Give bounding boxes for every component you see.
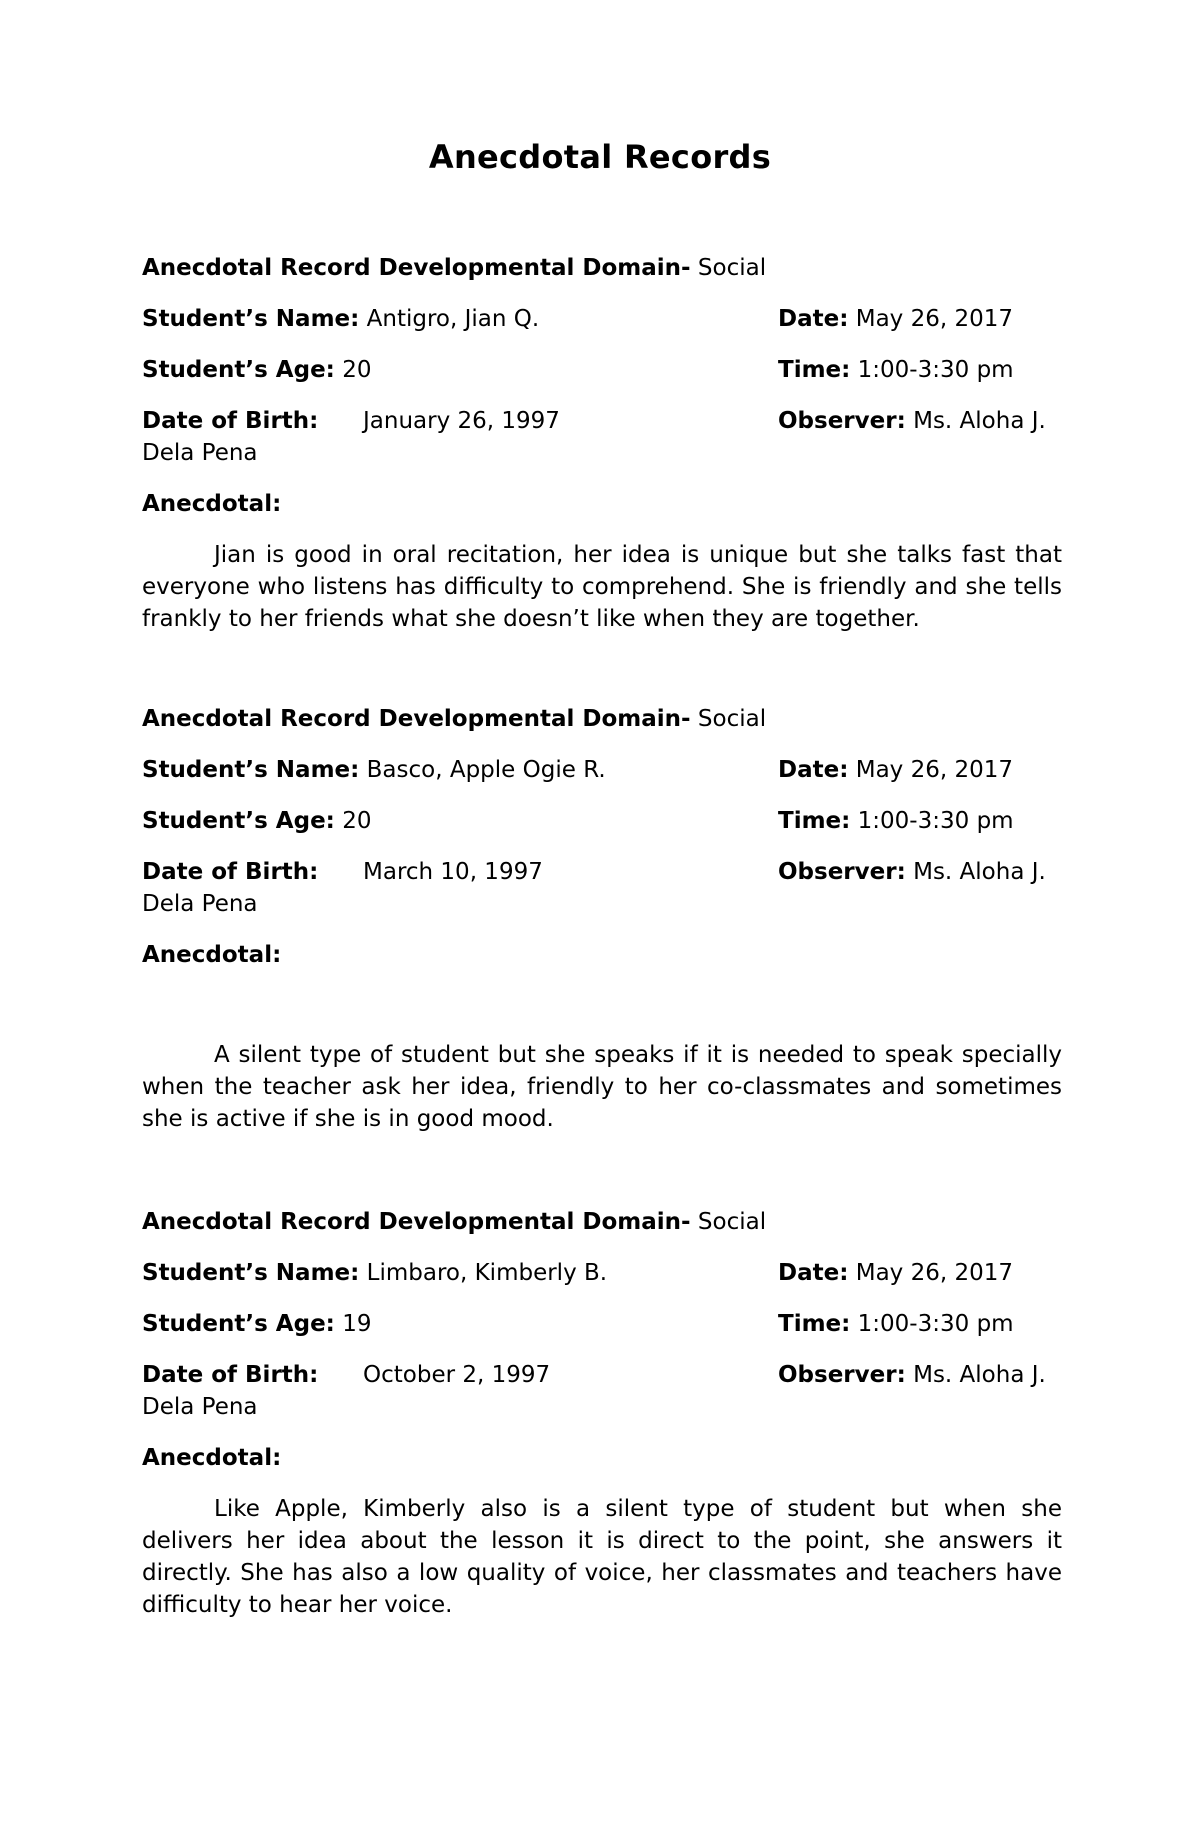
domain-value: Social [697,1209,767,1235]
name-value: Limbaro, Kimberly B. [366,1260,608,1286]
age-line [142,354,371,386]
observer-continuation: Dela Pena [142,891,258,917]
observer-value: Ms. Aloha J. [913,859,1046,885]
date-line [778,303,1013,335]
age-label: Student’s Age: [142,808,335,834]
domain-label: Anecdotal Record Developmental Domain- [142,1209,691,1235]
name-label: Student’s Name: [142,306,360,332]
domain-line [142,252,766,284]
observer-continuation: Dela Pena [142,440,258,466]
dob-line [142,1359,318,1391]
dob-line [142,856,318,888]
name-line [142,303,539,335]
date-label: Date: [778,1260,849,1286]
age-line [142,1308,371,1340]
time-line [778,354,1014,386]
observer-line [778,856,1046,888]
name-value: Antigro, Jian Q. [366,306,540,332]
time-value: 1:00-3:30 pm [857,1311,1014,1337]
observer-label: Observer: [778,1362,906,1388]
date-value: May 26, 2017 [855,1260,1014,1286]
anecdotal-label: Anecdotal: [142,942,282,968]
time-line [778,805,1014,837]
domain-label: Anecdotal Record Developmental Domain- [142,255,691,281]
time-value: 1:00-3:30 pm [857,357,1014,383]
domain-label: Anecdotal Record Developmental Domain- [142,706,691,732]
dob-line [142,405,318,437]
date-label: Date: [778,306,849,332]
time-label: Time: [778,1311,851,1337]
time-label: Time: [778,808,851,834]
time-value: 1:00-3:30 pm [857,808,1014,834]
anecdotal-label: Anecdotal: [142,491,282,517]
date-line [778,754,1013,786]
domain-value: Social [697,706,767,732]
observer-label: Observer: [778,408,906,434]
age-value: 20 [342,808,372,834]
dob-value: March 10, 1997 [363,859,543,885]
observer-line [778,405,1046,437]
domain-line [142,1206,766,1238]
age-label: Student’s Age: [142,357,335,383]
anecdote-text: A silent type of student but she speaks if it is needed to speak specially when the teacher ask her idea, friendly to her co-classmates and sometimes she is active if she is in good mood. [142,1042,1062,1132]
dob-label: Date of Birth: [142,1362,319,1388]
date-line [778,1257,1013,1289]
name-label: Student’s Name: [142,1260,360,1286]
domain-line [142,703,766,735]
name-line [142,754,606,786]
age-line [142,805,371,837]
observer-label: Observer: [778,859,906,885]
dob-label: Date of Birth: [142,408,319,434]
age-value: 19 [342,1311,372,1337]
date-value: May 26, 2017 [855,757,1014,783]
observer-line [778,1359,1046,1391]
age-value: 20 [342,357,372,383]
observer-value: Ms. Aloha J. [913,408,1046,434]
name-label: Student’s Name: [142,757,360,783]
time-line [778,1308,1014,1340]
anecdote-text: Jian is good in oral recitation, her idea is unique but she talks fast that everyone who listens has difficulty to comprehend. She is friendly and she tells frankly to her friends what she doesn’t like when they are together. [142,542,1062,632]
time-label: Time: [778,357,851,383]
dob-label: Date of Birth: [142,859,319,885]
age-label: Student’s Age: [142,1311,335,1337]
page-title: Anecdotal Records [428,138,772,176]
domain-value: Social [697,255,767,281]
anecdote-text: Like Apple, Kimberly also is a silent type of student but when she delivers her idea about the lesson it is direct to the point, she answers it directly. She has also a low quality of voice, her classmates and teachers have difficulty to hear her voice. [142,1496,1062,1618]
dob-value: January 26, 1997 [363,408,560,434]
name-value: Basco, Apple Ogie R. [366,757,606,783]
observer-continuation: Dela Pena [142,1394,258,1420]
date-value: May 26, 2017 [855,306,1014,332]
anecdotal-label: Anecdotal: [142,1445,282,1471]
observer-value: Ms. Aloha J. [913,1362,1046,1388]
date-label: Date: [778,757,849,783]
dob-value: October 2, 1997 [363,1362,551,1388]
name-line [142,1257,607,1289]
